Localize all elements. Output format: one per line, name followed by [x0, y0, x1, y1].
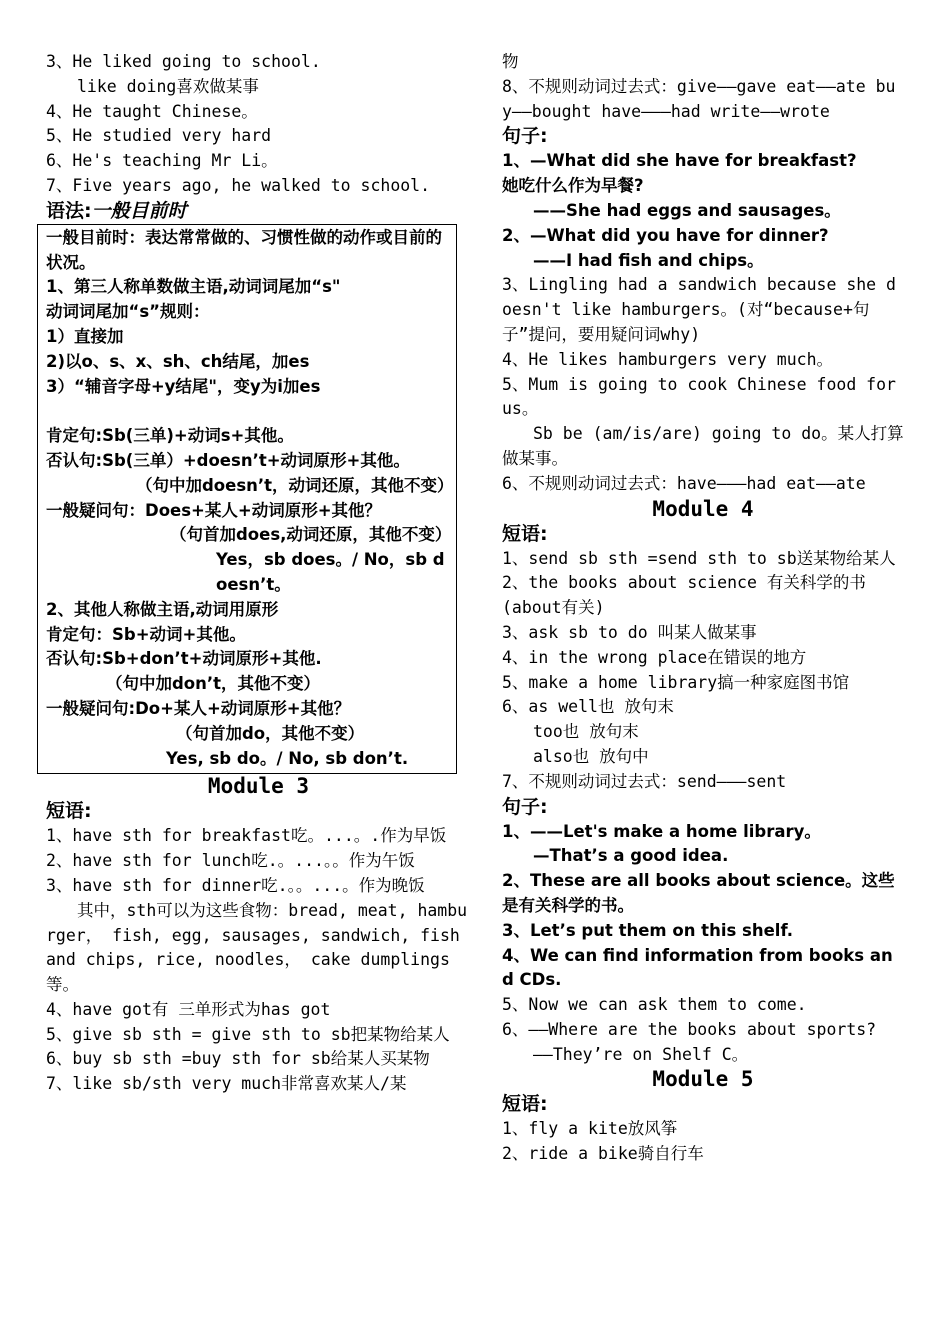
phrases-label: 短语:	[502, 522, 548, 545]
phrases-label: 短语:	[46, 800, 92, 823]
box-line: Yes, sb do。/ No, sb don’t.	[166, 748, 409, 768]
box-line: 一般目前时：表达常常做的、习惯性做的动作或目前的状况。	[46, 227, 442, 272]
text-line: 3、ask sb to do 叫某人做某事	[502, 622, 757, 642]
text-line: 4、have got有 三单形式为has got	[46, 999, 331, 1019]
box-line: 1、第三人称单数做主语,动词词尾加“s"	[46, 277, 341, 297]
text-line: 5、Now we can ask them to come.	[502, 995, 807, 1015]
phrases-label: 短语:	[502, 1093, 548, 1116]
text-line: ——She had eggs and sausages。	[533, 200, 841, 220]
text-line: 1、——Let's make a home library。	[502, 821, 821, 841]
grammar-title: 一般目前时	[91, 199, 187, 222]
box-line: 2、其他人称做主语,动词用原形	[46, 599, 279, 619]
box-line: 否认句:Sb(三单）+doesn’t+动词原形+其他。	[46, 450, 410, 470]
text-line: 4、He taught Chinese。	[46, 101, 258, 121]
text-line: Sb be (am/is/are) going to do。某人打算做某事。	[502, 424, 904, 468]
text-line: too也 放句末	[533, 722, 639, 742]
text-line: 5、Mum is going to cook Chinese food for us。	[502, 374, 896, 419]
module-3-title: Module 3	[207, 774, 310, 799]
text-line: also也 放句中	[533, 746, 649, 766]
spacer	[46, 399, 449, 424]
box-line: 2)以o、s、x、sh、ch结尾，加es	[46, 351, 310, 371]
text-line: 2、ride a bike骑自行车	[502, 1144, 704, 1164]
text-line: 2、These are all books about science。这些是有关科学的书。	[502, 871, 895, 915]
grammar-label: 语法:	[46, 199, 92, 222]
text-line: 4、He likes hamburgers very much。	[502, 349, 834, 369]
sentences-label: 句子:	[502, 125, 548, 148]
text-line: 3、Lingling had a sandwich because she doesn't like hamburgers。(对“because+句子”提问，要用疑问词why)	[502, 275, 896, 344]
text-line: 1、—What did she have for breakfast?	[502, 151, 857, 171]
sentences-label: 句子:	[502, 795, 548, 818]
module-4-title: Module 4	[652, 496, 754, 521]
text-line: 3、have sth for dinner吃.。。...。作为晚饭	[46, 875, 425, 895]
text-line: 物	[502, 52, 519, 71]
box-line: 3）“辅音字母+y结尾"，变y为i加es	[46, 376, 321, 396]
box-line: （句中加don’t，其他不变）	[106, 674, 321, 694]
text-line: like doing喜欢做某事	[77, 76, 259, 96]
text-line: 4、We can find information from books and CDs.	[502, 945, 893, 990]
module-5-title: Module 5	[652, 1067, 754, 1092]
text-line: 3、He liked going to school.	[46, 52, 321, 71]
text-line: 5、He studied very hard	[46, 126, 272, 146]
text-line: ——They’re on Shelf C。	[533, 1044, 749, 1064]
text-line: 6、——Where are the books about sports?	[502, 1019, 877, 1039]
box-line: 肯定句:Sb(三单)+动词s+其他。	[46, 426, 294, 446]
text-line: 1、have sth for breakfast吃。...。.作为早饭	[46, 826, 447, 846]
text-line: 5、make a home library搞一种家庭图书馆	[502, 672, 850, 692]
text-line: 7、Five years ago, he walked to school.	[46, 175, 431, 195]
text-line: 7、不规则动词过去式：send———sent	[502, 771, 787, 791]
text-line: 2、the books about science 有关科学的书	[502, 573, 866, 593]
text-line: 3、Let’s put them on this shelf.	[502, 920, 793, 940]
text-line: 6、buy sb sth =buy sth for sb给某人买某物	[46, 1049, 430, 1069]
text-line: ——I had fish and chips。	[533, 250, 764, 270]
text-line: 8、不规则动词过去式：give——gave eat——ate buy——bought have———had write——wrote	[502, 76, 896, 121]
text-line: 1、fly a kite放风筝	[502, 1119, 678, 1139]
box-line: 动词词尾加“s”规则：	[46, 302, 210, 322]
text-line: 7、like sb/sth very much非常喜欢某人/某	[46, 1074, 407, 1094]
text-line: 6、不规则动词过去式：have———had eat——ate	[502, 473, 866, 493]
box-line: 1）直接加	[46, 326, 124, 346]
box-line: Yes，sb does。/ No，sb doesn’t。	[216, 550, 445, 594]
text-line: 4、in the wrong place在错误的地方	[502, 647, 807, 667]
text-line: 其中，sth可以为这些食物：bread, meat, hamburger， fish, egg, sausages, sandwich, fish and chips, rice, noodles， cake dumplings等。	[46, 900, 468, 995]
grammar-heading	[46, 199, 471, 224]
grammar-box	[37, 224, 457, 775]
box-line: （句首加do，其他不变）	[176, 723, 365, 743]
text-line: 1、send sb sth =send sth to sb送某物给某人	[502, 548, 896, 568]
right-column	[502, 50, 904, 1167]
box-line: 一般疑问句：Does+某人+动词原形+其他？	[46, 500, 382, 520]
box-line: 否认句:Sb+don’t+动词原形+其他.	[46, 649, 322, 669]
box-line: （句首加does,动词还原，其他不变）	[170, 525, 452, 545]
box-line: （句中加doesn’t，动词还原，其他不变）	[136, 475, 454, 495]
box-line: 一般疑问句:Do+某人+动词原形+其他？	[46, 698, 351, 718]
text-line: 2、have sth for lunch吃.。...。。作为午饭	[46, 851, 415, 871]
text-line: 6、He's teaching Mr Li。	[46, 151, 278, 171]
text-line: (about有关)	[502, 598, 605, 618]
text-line: 6、as well也 放句末	[502, 697, 674, 717]
left-column	[46, 50, 471, 1097]
text-line: —That’s a good idea.	[533, 846, 729, 866]
text-line: 她吃什么作为早餐?	[502, 176, 644, 196]
box-line: 肯定句：Sb+动词+其他。	[46, 624, 246, 644]
text-line: 5、give sb sth = give sth to sb把某物给某人	[46, 1024, 450, 1044]
text-line: 2、—What did you have for dinner?	[502, 225, 829, 245]
